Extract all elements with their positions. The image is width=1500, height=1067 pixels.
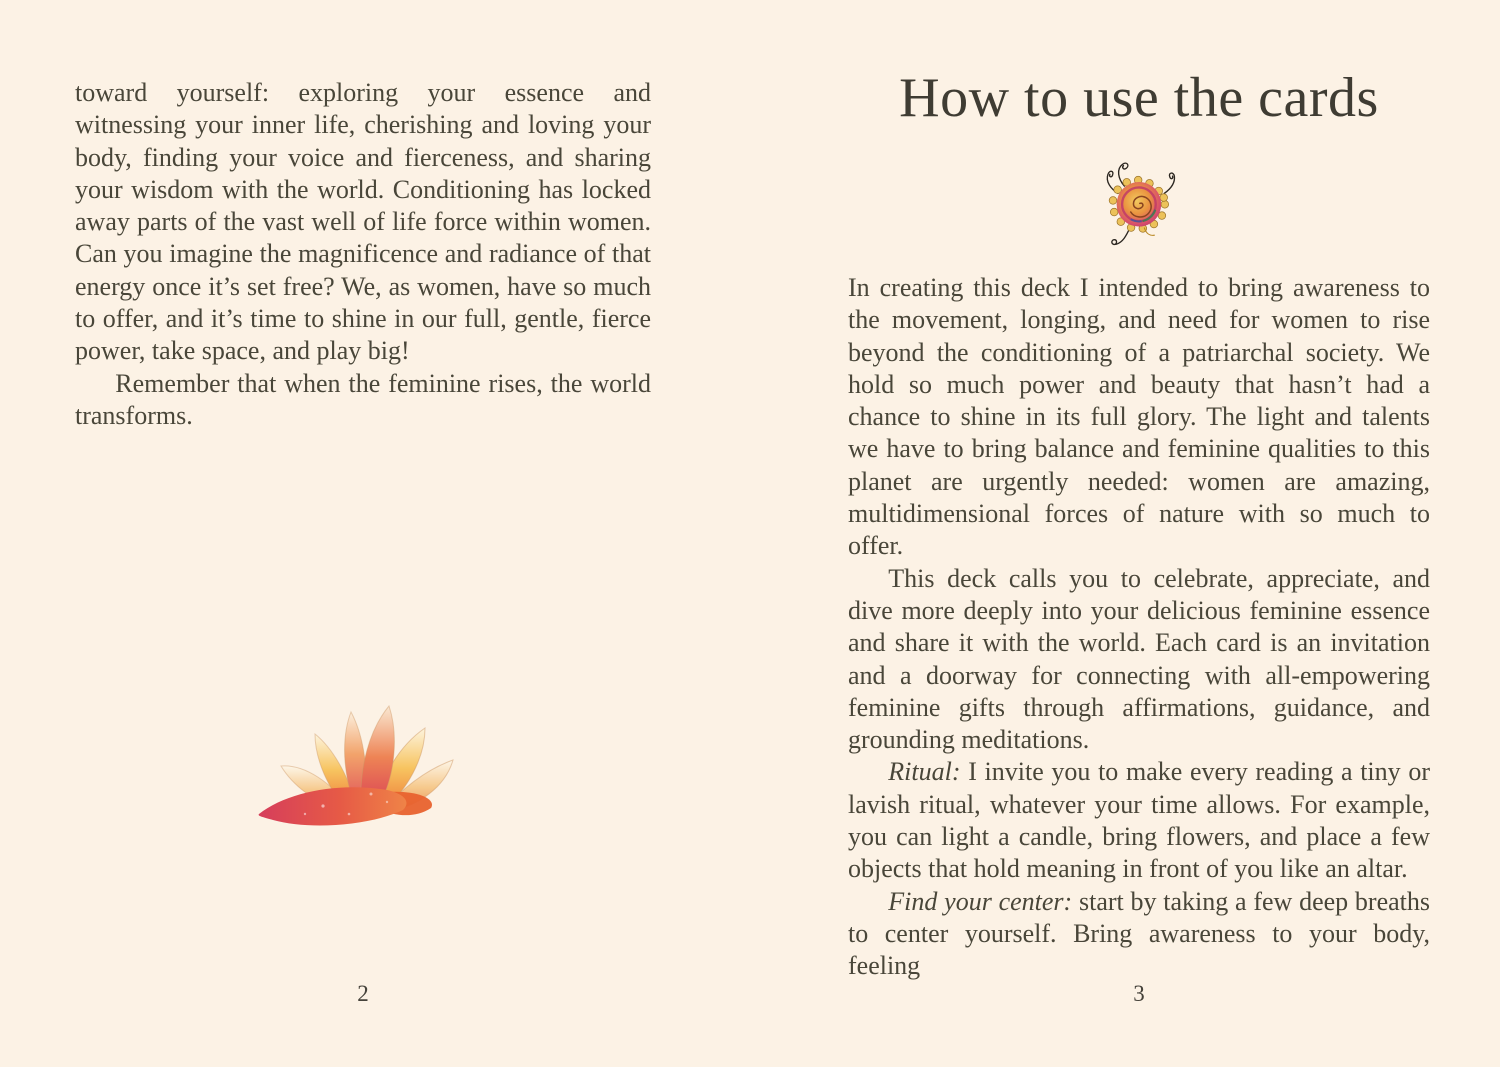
right-paragraph-2: This deck calls you to celebrate, appreciate, and dive more deeply into your delicious feminine essence and share it with the world. Each card is an invitation and a doorway for connecting with all-empowering feminine gifts through affirmations, guidance, and grounding meditations.	[848, 563, 1430, 755]
left-text-column	[75, 77, 651, 432]
lotus-flower-illustration	[253, 698, 475, 840]
ritual-lead-italic: Ritual:	[888, 757, 961, 787]
spiral-mandala-ornament	[1088, 156, 1188, 258]
right-paragraph-find-center	[848, 886, 1430, 983]
right-paragraph-ritual	[848, 756, 1430, 885]
ritual-text: I invite you to make every reading a tiny or lavish ritual, whatever your time allows. For example, you can light a candle, bring flowers, and place a few objects that hold meaning in front of you like an altar.	[848, 757, 1430, 884]
page-number-right: 3	[1133, 981, 1145, 1006]
left-paragraph-2: Remember that when the feminine rises, the world transforms.	[75, 368, 651, 430]
right-paragraph-1: In creating this deck I intended to bring awareness to the movement, longing, and need for women to rise beyond the conditioning of a patriarchal society. We hold so much power and beauty that hasn’t had a chance to shine in its full glory. The light and talents we have to bring balance and feminine qualities to this planet are urgently needed: women are amazing, multidimensional forces of nature with so much to offer.	[848, 273, 1430, 561]
left-paragraph-1: toward yourself: exploring your essence and witnessing your inner life, cherishing and loving your body, finding your voice and fierceness, and sharing your wisdom with the world. Conditioning has locked away parts of the vast well of life force within women. Can you imagine the magnificence and radiance of that energy once it’s set free? We, as women, have so much to offer, and it’s time to shine in our full, gentle, fierce power, take space, and play big!	[75, 78, 651, 366]
find-center-text: start by taking a few deep breaths to center yourself. Bring awareness to your body, feeling	[848, 886, 1430, 981]
mandala-disc	[1117, 182, 1162, 227]
right-text-column	[848, 272, 1430, 983]
find-center-lead-italic: Find your center:	[888, 886, 1073, 916]
chapter-title: How to use the cards	[899, 67, 1379, 129]
page-number-left: 2	[357, 981, 369, 1006]
